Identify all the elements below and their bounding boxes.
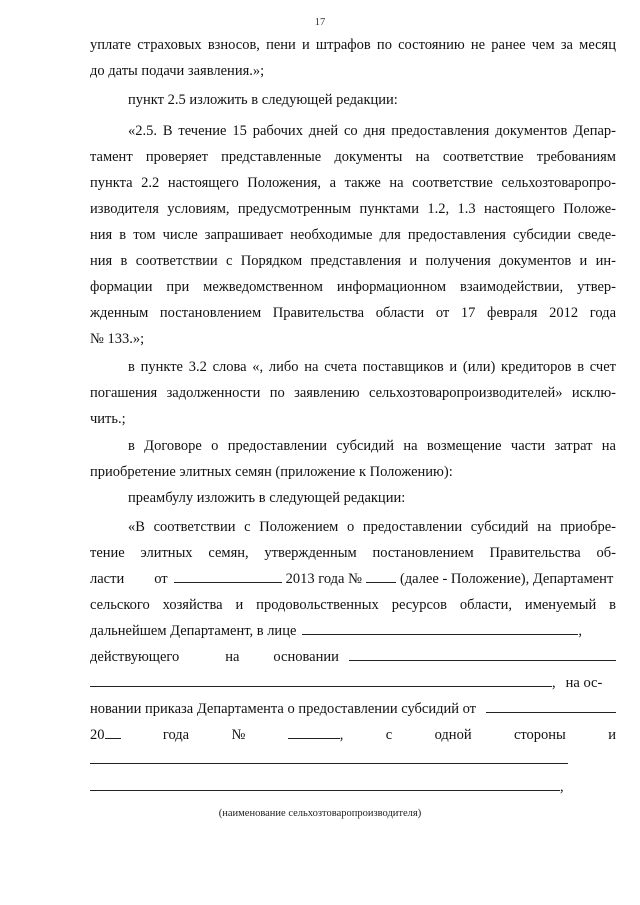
text-fragment: 2013 года №	[285, 571, 362, 587]
text-fragment: (далее - Положение), Департамент	[399, 571, 614, 587]
text-line: в Договоре о предоставлении субсидий на возмещение части затрат на	[128, 438, 616, 454]
text-line: «2.5. В течение 15 рабочих дней со дня предоставления документов Депар-	[128, 123, 616, 139]
text-line: «В соответствии с Положением о предоставлении субсидий на приобре-	[128, 519, 616, 535]
text-fragment: на	[225, 649, 240, 665]
text-line: уплате страховых взносов, пени и штрафов по состоянию не ранее чем за месяц	[90, 37, 616, 53]
text-fragment: действующего	[90, 649, 180, 665]
text-fragment: на ос-	[565, 675, 603, 691]
preamble-line-producer-2	[90, 774, 616, 800]
text-line: тамент проверяет представленные документы на соответствие требованиям	[90, 149, 616, 165]
preamble-line-order	[90, 696, 616, 722]
text-line: чить.;	[90, 411, 126, 427]
order-date-blank-field[interactable]	[486, 697, 616, 713]
producer-name-blank-field[interactable]	[90, 748, 568, 764]
text-fragment: года	[162, 727, 190, 743]
text-line: пункта 2.2 настоящего Положения, а также на соответствие сельхозтоваропро-	[90, 175, 616, 191]
text-line: формации при межведомственном информационном взаимодействии, утвер-	[90, 279, 616, 295]
text-fragment: и	[608, 727, 616, 743]
text-fragment: стороны	[513, 727, 566, 743]
text-line: погашения задолженности по заявлению сельхозтоваропроизводителей» исклю-	[90, 385, 616, 401]
text-line: пункт 2.5 изложить в следующей редакции:	[128, 92, 398, 108]
text-fragment: дальнейшем Департамент, в лице	[90, 623, 297, 639]
text-line: № 133.»;	[90, 331, 145, 347]
text-line: жденным постановлением Правительства области от 17 февраля 2012 года	[90, 305, 616, 321]
text-line: в пункте 3.2 слова «, либо на счета поставщиков и (или) кредиторов в счет	[128, 359, 616, 375]
text-line: ния в соответствии с Порядком представления и получения документов и ин-	[90, 253, 616, 269]
representative-blank-field[interactable]	[302, 619, 578, 635]
text-fragment: ,	[560, 779, 564, 795]
text-fragment: ,	[339, 727, 344, 743]
text-fragment: одной	[434, 727, 472, 743]
basis-continuation-blank-field[interactable]	[90, 671, 552, 687]
text-line: тение элитных семян, утвержденным постановлением Правительства об-	[90, 545, 616, 561]
text-line: изводителя условиям, предусмотренным пунктами 1.2, 1.3 настоящего Положе-	[90, 201, 616, 217]
text-line: ния в том числе запрашивает необходимые для предоставления субсидии сведе-	[90, 227, 616, 243]
producer-name-continuation-blank-field[interactable]	[90, 775, 560, 791]
preamble-line-basis	[90, 644, 616, 670]
text-fragment: ласти	[90, 571, 125, 587]
page-number: 17	[314, 17, 326, 28]
agreement-amendment	[90, 433, 616, 485]
date-blank-field[interactable]	[174, 567, 282, 583]
preamble-line-basis-cont	[90, 670, 616, 696]
text-fragment: основании	[273, 649, 339, 665]
text-line: сельского хозяйства и продовольственных ресурсов области, именуемый в	[90, 597, 616, 613]
text-fragment: 20	[90, 727, 105, 743]
amendment-3-2	[90, 354, 616, 432]
text-fragment: от	[154, 571, 168, 587]
field-caption: (наименование сельхозтоваропроизводителя)	[218, 808, 422, 819]
text-fragment: ,	[552, 675, 556, 691]
text-fragment: ,	[578, 623, 583, 639]
preamble-text	[90, 514, 616, 800]
text-line: преамбулу изложить в следующей редакции:	[128, 490, 406, 506]
text-line: приобретение элитных семян (приложение к Положению):	[90, 464, 453, 480]
clause-2-5-text	[90, 118, 616, 352]
preamble-line-date	[90, 566, 616, 592]
preamble-line-representative	[90, 618, 616, 644]
text-fragment: с	[385, 727, 393, 743]
preamble-line-year	[90, 722, 616, 748]
text-line: до даты подачи заявления.»;	[90, 63, 265, 79]
text-fragment: новании приказа Департамента о предоставлении субсидий от	[90, 701, 477, 717]
year-blank-field[interactable]	[105, 723, 121, 739]
preamble-line-producer-1	[90, 748, 616, 774]
basis-blank-field[interactable]	[349, 645, 616, 661]
preamble-intro	[90, 485, 616, 511]
number-blank-field[interactable]	[366, 567, 396, 583]
amendment-2-5	[90, 87, 616, 113]
body-text	[90, 32, 616, 84]
order-number-blank-field[interactable]	[288, 723, 340, 739]
text-fragment: №	[231, 727, 246, 743]
